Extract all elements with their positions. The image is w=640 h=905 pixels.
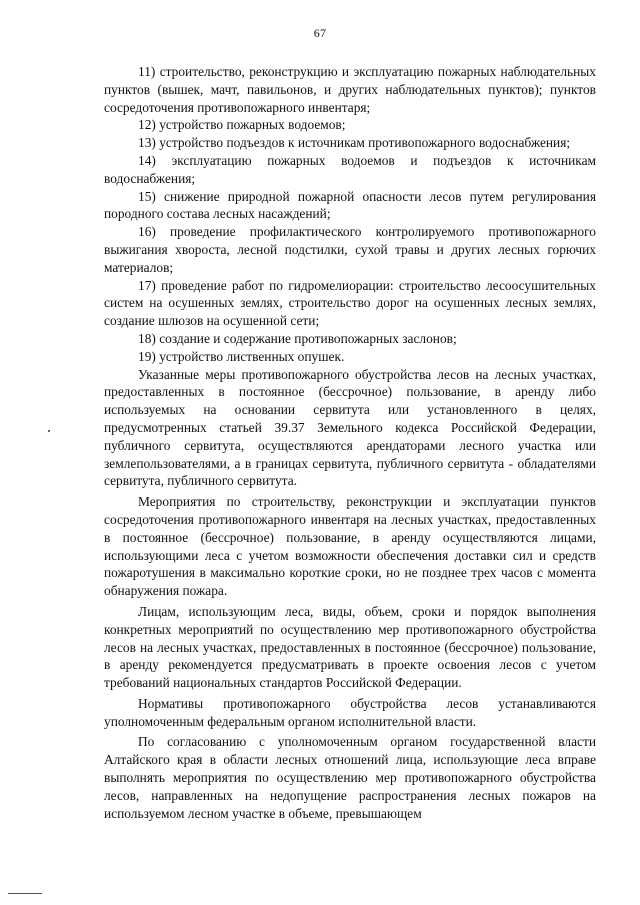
list-item-16: 16) проведение профилактического контролируемого противопожарного выжигания хвороста, лесной подстилки, сухой травы и других лесных горючих материалов; [104,224,596,275]
list-item-14: 14) эксплуатацию пожарных водоемов и подъездов к источникам водоснабжения; [104,152,596,186]
list-item-12: 12) устройство пожарных водоемов; [138,117,346,133]
list-item-17: 17) проведение работ по гидромелиорации: строительство лесоосушительных систем на осушенных землях, строительство дорог на осушенных лесных землях, создание шлюзов на осушенной сети; [104,277,596,329]
document-body [104,63,596,822]
list-item-11: 11) строительство, реконструкцию и эксплуатацию пожарных наблюдательных пунктов (вышек, мачт, павильонов, и других наблюдательных пунктов); пунктов сосредоточения противопожарного инвентаря; [104,64,596,115]
list-item-19: 19) устройство лиственных опушек. [138,348,345,364]
list-item-13: 13) устройство подъездов к источникам противопожарного водоснабжения; [138,135,571,151]
paragraph-persons: Лицам, использующим леса, виды, объем, сроки и порядок выполнения конкретных мероприятий по осуществлению мер противопожарного обустройства лесов на лесных участках, предоставленных в постоянное (бессрочное) пользование, в аренду рекомендуется предусматривать в проекте освоения лесов с учетом требований национальных стандартов Российской Федерации. [104,603,596,691]
paragraph-measures: Указанные меры противопожарного обустройства лесов на лесных участках, предоставленных в постоянное (бессрочное) пользование, в аренду либо используемых на основании сервитута или установленного в целях, предусмотренных статьей 39.37 Земельного кодекса Российской Федерации, публичного сервитута, осуществляются арендаторами лесного участка или землепользователями, а в границах сервитута, публичного сервитута - обладателями сервитута, публичного сервитута. [104,366,596,489]
footer-rule [8,893,42,894]
paragraph-agreement: По согласованию с уполномоченным органом государственной власти Алтайского края в области лесных отношений лица, использующие леса вправе выполнять мероприятия по осуществлению мер противопожарного обустройства лесов, направленных на недопущение распространения лесных пожаров на используемом лесном участке в объеме, превышающем [104,734,596,821]
page-number: 67 [313,26,327,40]
scan-artifact-dot [48,430,50,432]
list-item-15: 15) снижение природной пожарной опасности лесов путем регулирования породного состава лесных насаждений; [104,188,596,222]
list-item-18: 18) создание и содержание противопожарных заслонов; [138,330,457,346]
paragraph-norms: Нормативы противопожарного обустройства лесов устанавливаются уполномоченным федеральным органом исполнительной власти. [104,695,596,729]
paragraph-activities: Мероприятия по строительству, реконструкции и эксплуатации пунктов сосредоточения противопожарного инвентаря на лесных участках, предоставленных в постоянное (бессрочное) пользование, в аренду осуществляются лицами, использующими леса с учетом возможности обеспечения доставки сил и средств пожаротушения в максимально короткие сроки, но не позднее трех часов с момента обнаружения пожара. [104,494,596,599]
